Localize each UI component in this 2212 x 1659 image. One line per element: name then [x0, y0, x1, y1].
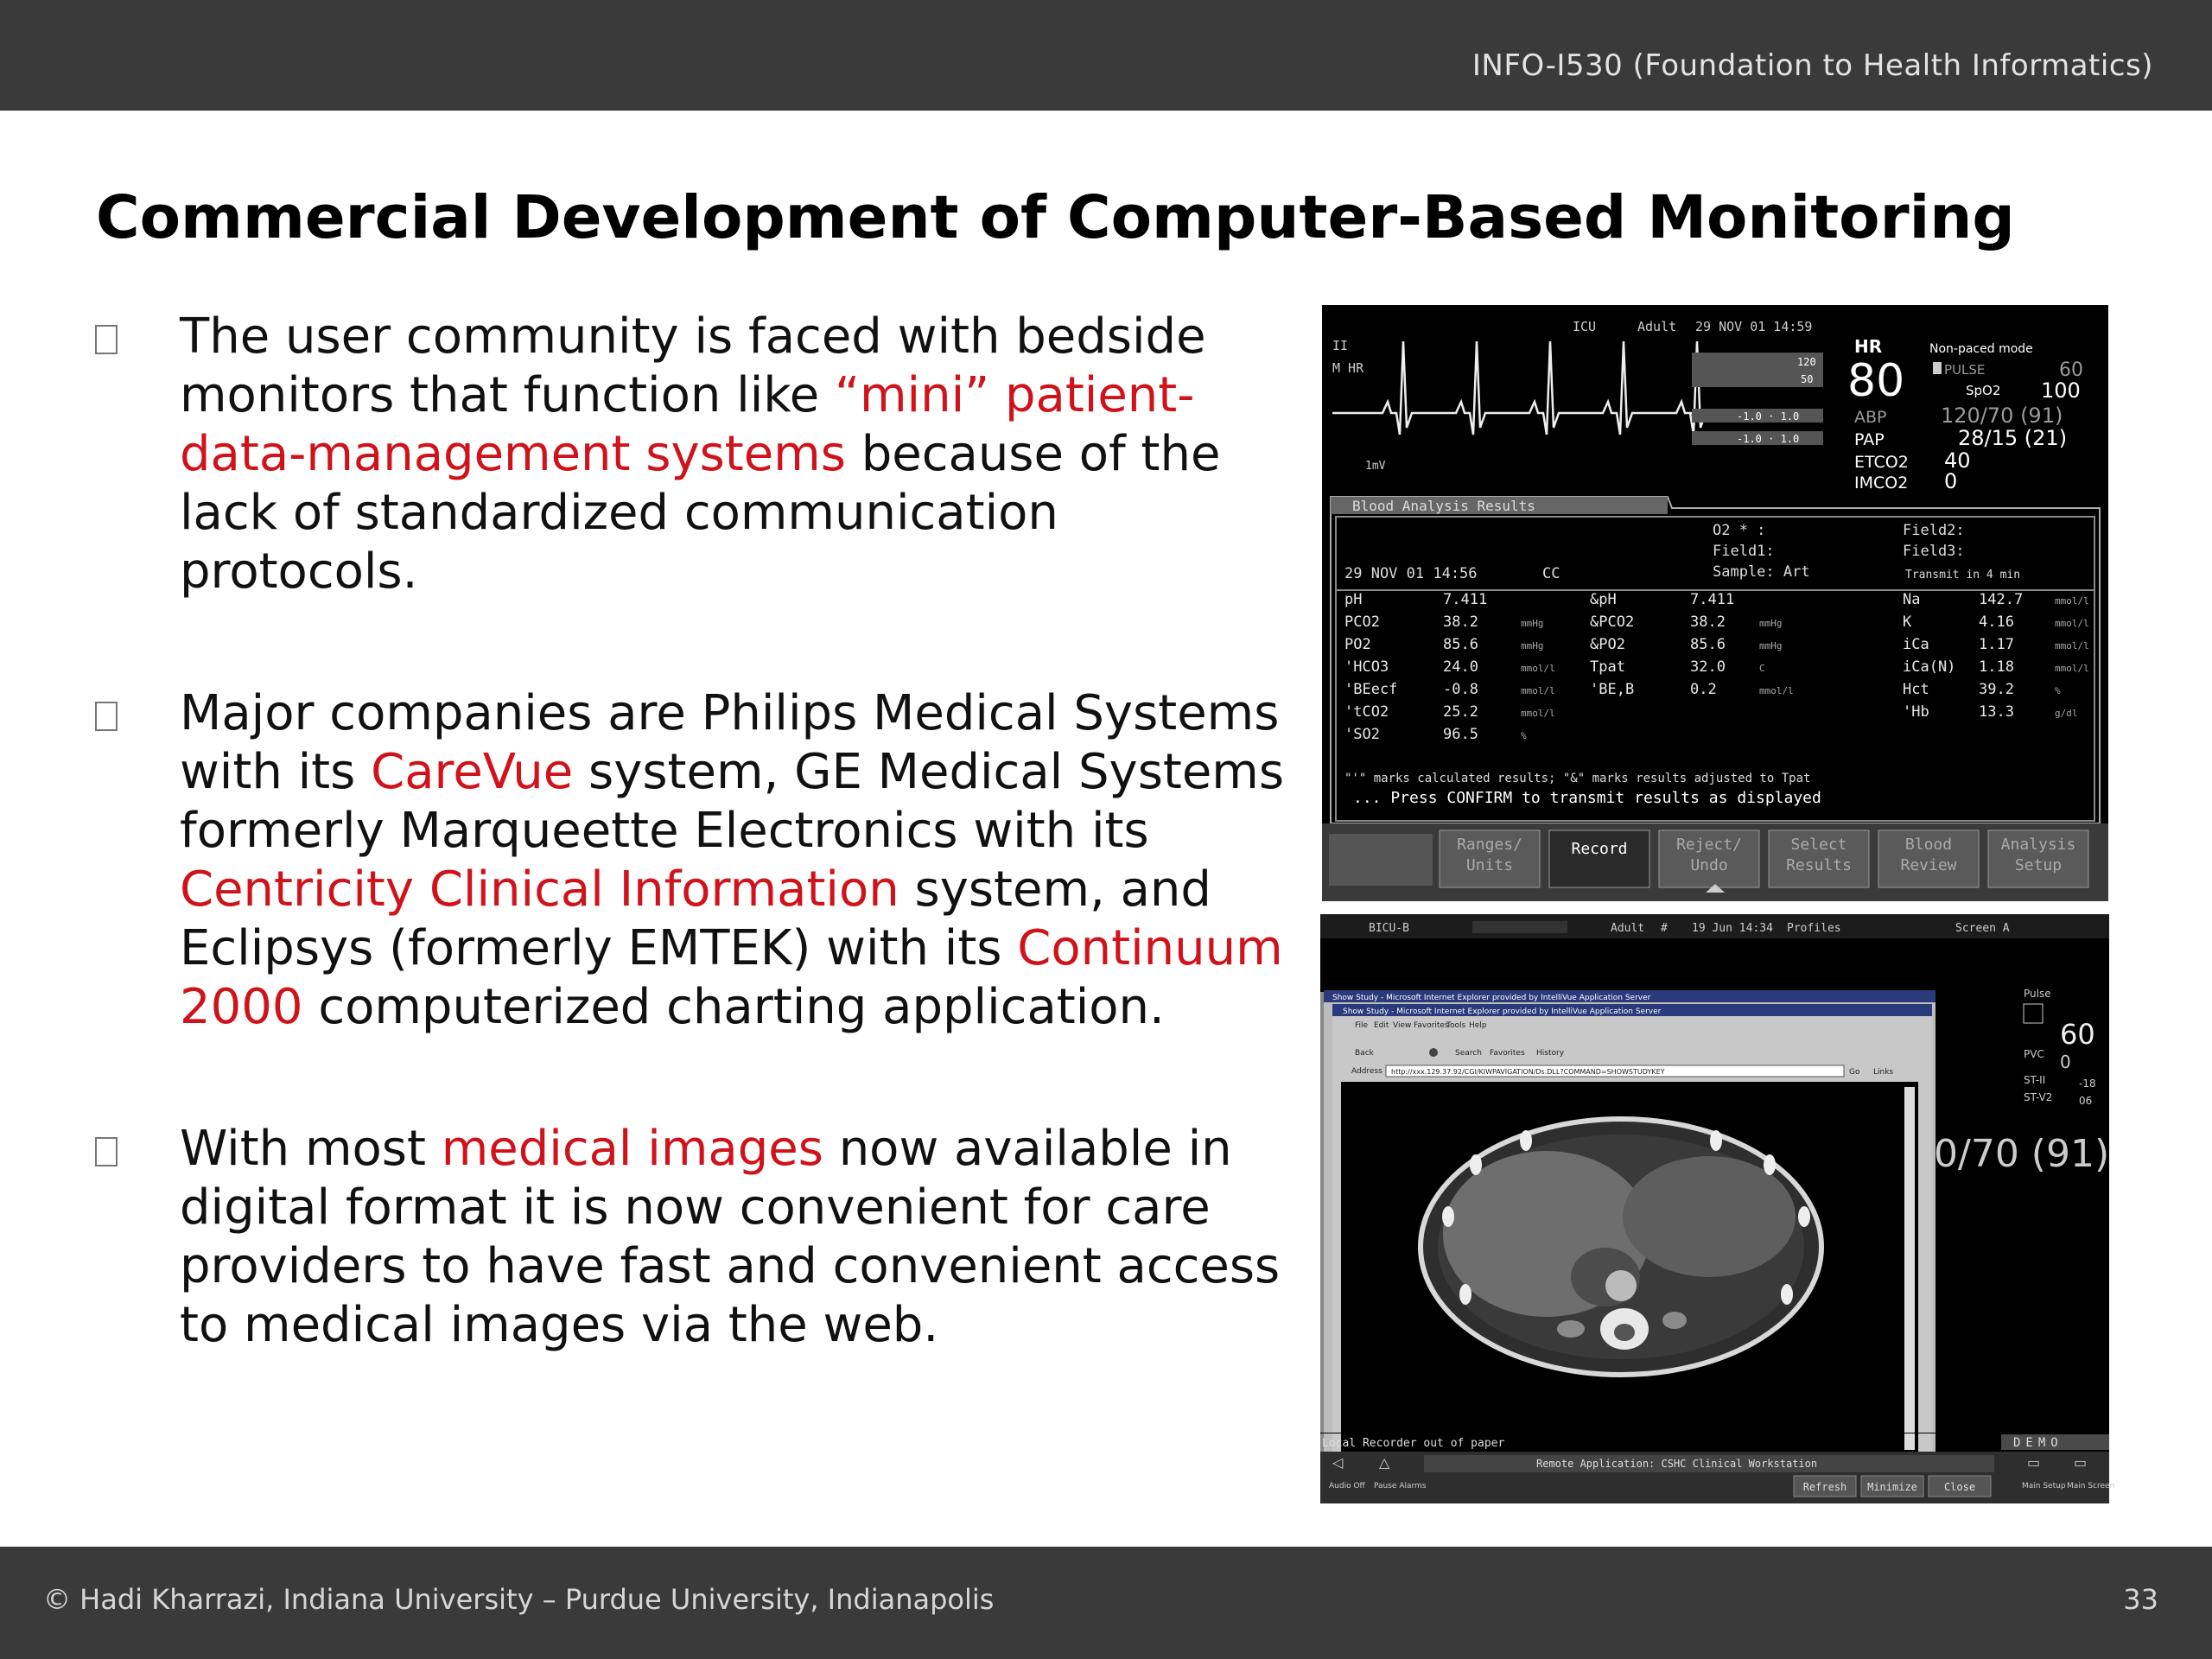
- svg-text:Units: Units: [1465, 856, 1514, 874]
- address-label: Address: [1351, 1067, 1382, 1076]
- viewer-button-label[interactable]: Refresh: [1802, 1481, 1847, 1493]
- pulse-value-2: 60: [2060, 1018, 2095, 1051]
- result-unit: mmHg: [1521, 618, 1544, 629]
- etco2-label: ETCO2: [1854, 453, 1909, 472]
- sample-type: Sample: Art: [1713, 563, 1810, 581]
- viewer-profiles: Profiles: [1787, 922, 1841, 935]
- bullet-item: The user community is faced with bedside monitors that function like “mini” patient-data-management systems because of the lack of standardized communication protocols.: [93, 308, 1303, 601]
- svg-text:Review: Review: [1900, 856, 1957, 874]
- result-value: 7.411: [1443, 591, 1488, 608]
- pvc-value: 0: [2060, 1052, 2071, 1072]
- result-unit: g/dl: [2055, 708, 2078, 719]
- result-unit: mmol/l: [2055, 663, 2089, 674]
- bullet-item: With most medical images now available in digital format it is now convenient for care providers to have fast and convenient access to medical images via the web.: [93, 1120, 1303, 1355]
- outer-window-title: Show Study - Microsoft Internet Explorer provided by IntelliVue Application Server: [1332, 994, 1651, 1002]
- main-setup-icon[interactable]: ▭: [2027, 1454, 2041, 1471]
- monitor-softkey[interactable]: [1769, 830, 1869, 887]
- stop-icon[interactable]: [1429, 1048, 1438, 1057]
- result-value: 4.16: [1979, 613, 2014, 631]
- pap-label: PAP: [1854, 430, 1885, 449]
- result-unit: %: [1521, 730, 1527, 741]
- result-unit: mmHg: [1521, 640, 1544, 652]
- viewer-datetime: 19 Jun 14:34: [1692, 922, 1773, 935]
- ecg-scale: 1mV: [1365, 460, 1386, 473]
- result-name: &pH: [1590, 591, 1617, 608]
- result-unit: mmol/l: [1521, 685, 1555, 696]
- ecg-hr-label: M HR: [1332, 360, 1364, 376]
- st2-value: -18: [2079, 1077, 2096, 1090]
- result-unit: mmHg: [1759, 618, 1783, 629]
- result-unit: mmol/l: [1759, 685, 1794, 696]
- pause-alarms-label[interactable]: Pause Alarms: [1374, 1482, 1427, 1491]
- result-value: 32.0: [1690, 658, 1726, 676]
- result-name: PO2: [1344, 636, 1371, 653]
- sample-cc: CC: [1542, 565, 1560, 582]
- hr-alarm-high: 120: [1797, 356, 1816, 368]
- ecg-lead: II: [1332, 338, 1349, 353]
- result-value: 38.2: [1443, 613, 1478, 631]
- result-name: pH: [1344, 591, 1363, 608]
- monitor-datetime: 29 NOV 01 14:59: [1695, 319, 1813, 334]
- abp-value-partial: 0/70 (91): [1934, 1132, 2110, 1176]
- etco2-value: 40: [1944, 448, 1971, 473]
- o2-label: O2 * :: [1713, 522, 1766, 539]
- result-unit: mmol/l: [1521, 708, 1555, 719]
- hr-label: HR: [1854, 336, 1883, 357]
- sample-time: 29 NOV 01 14:56: [1344, 565, 1478, 582]
- result-unit: mmol/l: [2055, 595, 2089, 607]
- bullet-list: [93, 308, 1303, 1438]
- result-name: 'SO2: [1344, 726, 1380, 743]
- links-button[interactable]: Links: [1873, 1068, 1894, 1077]
- demo-badge: DEMO: [2013, 1436, 2063, 1450]
- result-value: 39.2: [1979, 681, 2014, 698]
- svg-text:Record: Record: [1571, 840, 1628, 858]
- hr-alarm-low: 50: [1801, 373, 1814, 385]
- ct-scan-image: [1421, 1119, 1821, 1375]
- svg-text:Blood: Blood: [1904, 836, 1953, 854]
- result-unit: mmol/l: [2055, 618, 2089, 629]
- result-value: 0.2: [1690, 681, 1717, 698]
- result-value: 85.6: [1443, 636, 1478, 653]
- result-name: 'HCO3: [1344, 658, 1389, 676]
- abp-label: ABP: [1854, 408, 1887, 427]
- result-value: 1.18: [1979, 658, 2014, 676]
- monitor-softkey[interactable]: [1988, 830, 2088, 887]
- svg-text:Ranges/: Ranges/: [1457, 836, 1522, 854]
- viewer-button-label[interactable]: Close: [1943, 1481, 1976, 1493]
- result-name: 'BEecf: [1344, 681, 1398, 698]
- main-setup-label[interactable]: Main Setup: [2022, 1482, 2066, 1491]
- pvc-label: PVC: [2024, 1048, 2044, 1060]
- pause-alarms-icon[interactable]: △: [1379, 1454, 1390, 1471]
- menu-help[interactable]: Help: [1469, 1021, 1487, 1030]
- result-name: 'Hb: [1903, 703, 1929, 721]
- pulse-label-2: Pulse: [2024, 988, 2051, 1000]
- menu-tools[interactable]: Tools: [1446, 1021, 1466, 1030]
- result-name: iCa: [1903, 636, 1929, 653]
- address-input[interactable]: http://xxx.129.37.92/CGI/KIWPAVIGATION/Ds.DLL?COMMAND=SHOWSTUDYKEY: [1391, 1068, 1665, 1076]
- bullet-marker-icon: [95, 702, 118, 731]
- nav-history[interactable]: History: [1536, 1049, 1565, 1058]
- pap-alarm-limits: -1.0 · 1.0: [1737, 433, 1800, 445]
- svg-text:Undo: Undo: [1690, 856, 1728, 874]
- results-note: "'" marks calculated results; "&" marks results adjusted to Tpat: [1344, 772, 1811, 785]
- result-name: &PO2: [1590, 636, 1625, 653]
- result-name: PCO2: [1344, 613, 1380, 631]
- viewer-screen: Screen A: [1955, 922, 2010, 935]
- monitor-screenshot: [1322, 305, 2108, 901]
- transmit-time: Transmit in 4 min: [1905, 569, 2021, 582]
- field3-label: Field3:: [1903, 543, 1965, 560]
- bullet-item: Major companies are Philips Medical Systems with its CareVue system, GE Medical Systems formerly Marqueette Electronics with its Centricity Clinical Information system, and Eclipsys (formerly EMTEK) with its Continuum 2000 computerized charting application.: [93, 684, 1303, 1037]
- panel-title: Blood Analysis Results: [1352, 498, 1535, 514]
- hr-value: 80: [1847, 355, 1905, 407]
- result-name: iCa(N): [1903, 658, 1956, 676]
- header-bar: [0, 0, 2212, 111]
- nav-search[interactable]: Search: [1455, 1049, 1482, 1058]
- svg-text:Select: Select: [1790, 836, 1847, 854]
- svg-text:Results: Results: [1786, 856, 1852, 874]
- monitor-softkey[interactable]: [1659, 830, 1759, 887]
- result-value: 25.2: [1443, 703, 1478, 721]
- result-value: 96.5: [1443, 726, 1478, 743]
- result-value: -0.8: [1443, 681, 1478, 698]
- viewer-button-label[interactable]: Minimize: [1867, 1481, 1917, 1493]
- result-unit: mmHg: [1759, 640, 1783, 652]
- recorder-message: Local Recorder out of paper: [1322, 1437, 1505, 1450]
- stv2-value: 06: [2079, 1095, 2093, 1107]
- stv2-label: ST-V2: [2024, 1091, 2053, 1103]
- imco2-label: IMCO2: [1854, 474, 1909, 493]
- bullet-marker-icon: [95, 1137, 118, 1166]
- nav-favorites[interactable]: Favorites: [1490, 1049, 1525, 1058]
- main-screen-label[interactable]: Main Screen: [2067, 1482, 2115, 1491]
- result-name: K: [1903, 613, 1912, 631]
- confirm-prompt: ... Press CONFIRM to transmit results as displayed: [1353, 789, 1821, 807]
- pacing-mode: Non-paced mode: [1929, 342, 2033, 356]
- slide-title: Commercial Development of Computer-Based Monitoring: [96, 183, 2015, 252]
- result-value: 24.0: [1443, 658, 1478, 676]
- st2-label: ST-II: [2024, 1074, 2046, 1086]
- pulse-label: PULSE: [1944, 362, 1986, 378]
- page-number: 33: [2123, 1583, 2158, 1616]
- monitor-unit: ICU: [1573, 319, 1597, 334]
- image-viewer-screenshot: [1320, 914, 2115, 1503]
- go-button[interactable]: Go: [1849, 1068, 1860, 1077]
- result-name: Tpat: [1590, 658, 1625, 676]
- copyright: © Hadi Kharrazi, Indiana University – Purdue University, Indianapolis: [43, 1583, 995, 1616]
- menu-view[interactable]: View: [1393, 1021, 1412, 1030]
- monitor-softkey[interactable]: [1549, 830, 1649, 887]
- result-unit: %: [2055, 685, 2061, 696]
- monitor-softkey[interactable]: [1878, 830, 1979, 887]
- result-value: 85.6: [1690, 636, 1726, 653]
- result-name: &PCO2: [1590, 613, 1635, 631]
- menu-edit[interactable]: Edit: [1374, 1021, 1389, 1030]
- viewer-hash: #: [1661, 922, 1668, 935]
- menu-favorites[interactable]: Favorites: [1414, 1021, 1449, 1030]
- result-name: 'tCO2: [1344, 703, 1389, 721]
- remote-application: Remote Application: CSHC Clinical Workstation: [1536, 1458, 1818, 1470]
- main-screen-icon[interactable]: ▭: [2074, 1454, 2088, 1471]
- nav-back[interactable]: Back: [1355, 1049, 1374, 1058]
- inner-window-title: Show Study - Microsoft Internet Explorer provided by IntelliVue Application Server: [1343, 1007, 1662, 1016]
- menu-file[interactable]: File: [1355, 1021, 1369, 1030]
- result-unit: mmol/l: [2055, 640, 2089, 652]
- svg-text:Reject/: Reject/: [1676, 836, 1742, 854]
- imco2-value: 0: [1944, 469, 1958, 493]
- svg-text:Setup: Setup: [2014, 856, 2063, 874]
- spo2-value: 100: [2041, 378, 2081, 403]
- course-title: INFO-I530 (Foundation to Health Informatics): [1471, 48, 2153, 83]
- abp-value: 120/70 (91): [1941, 404, 2063, 428]
- viewer-patient: Adult: [1611, 922, 1645, 935]
- result-unit: mmol/l: [1521, 663, 1555, 674]
- spo2-label: SpO2: [1966, 383, 2001, 398]
- viewer-unit: BICU-B: [1369, 922, 1409, 935]
- result-unit: C: [1759, 663, 1765, 674]
- result-name: Na: [1903, 591, 1921, 608]
- field2-label: Field2:: [1903, 522, 1965, 539]
- bullet-marker-icon: [95, 325, 118, 354]
- audio-off-icon[interactable]: ◁: [1332, 1454, 1344, 1471]
- result-value: 38.2: [1690, 613, 1726, 631]
- pap-value: 28/15 (21): [1958, 426, 2068, 450]
- pulse-value: 60: [2059, 359, 2083, 381]
- field1-label: Field1:: [1713, 543, 1775, 560]
- monitor-softkey[interactable]: [1440, 830, 1540, 887]
- result-name: Hct: [1903, 681, 1929, 698]
- audio-off-label[interactable]: Audio Off: [1329, 1482, 1365, 1491]
- abp-alarm-limits: -1.0 · 1.0: [1737, 410, 1800, 423]
- result-name: 'BE,B: [1590, 681, 1635, 698]
- result-value: 7.411: [1690, 591, 1735, 608]
- monitor-patient: Adult: [1637, 319, 1677, 334]
- svg-text:Analysis: Analysis: [2000, 836, 2076, 854]
- result-value: 142.7: [1979, 591, 2024, 608]
- result-value: 1.17: [1979, 636, 2014, 653]
- result-value: 13.3: [1979, 703, 2014, 721]
